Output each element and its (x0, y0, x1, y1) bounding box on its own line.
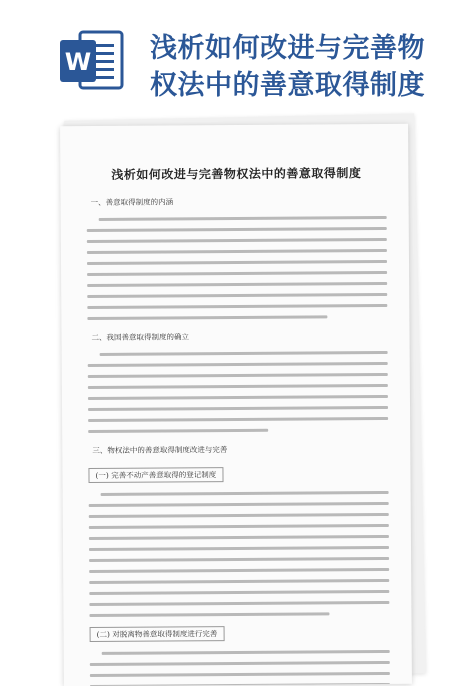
section-body-lines (88, 347, 389, 437)
word-document-icon (58, 30, 124, 92)
document-body (86, 164, 390, 686)
banner (0, 0, 474, 130)
section-body-lines (87, 212, 388, 324)
banner-title (150, 30, 450, 104)
document-page (60, 124, 412, 686)
subsection-heading: (一) 完善不动产善意取得的登记制度 (88, 467, 223, 483)
banner-title-line2: 权法中的善意取得制度 (150, 70, 425, 101)
banner-title-line1: 浅析如何改进与完善物 (150, 33, 425, 64)
subsection-heading: (二) 对脱离物善意取得制度进行完善 (90, 626, 225, 642)
word-icon-letter: W (64, 48, 92, 76)
subsection-body-lines (89, 487, 390, 621)
section-heading: 二、我国善意取得制度的确立 (91, 332, 190, 343)
subsection-body-lines (90, 646, 391, 686)
section-heading: 三、物权法中的善意取得制度改进与完善 (92, 445, 228, 456)
section-heading: 一、善意取得制度的内涵 (90, 197, 174, 208)
document-title: 浅析如何改进与完善物权法中的善意取得制度 (111, 166, 362, 182)
